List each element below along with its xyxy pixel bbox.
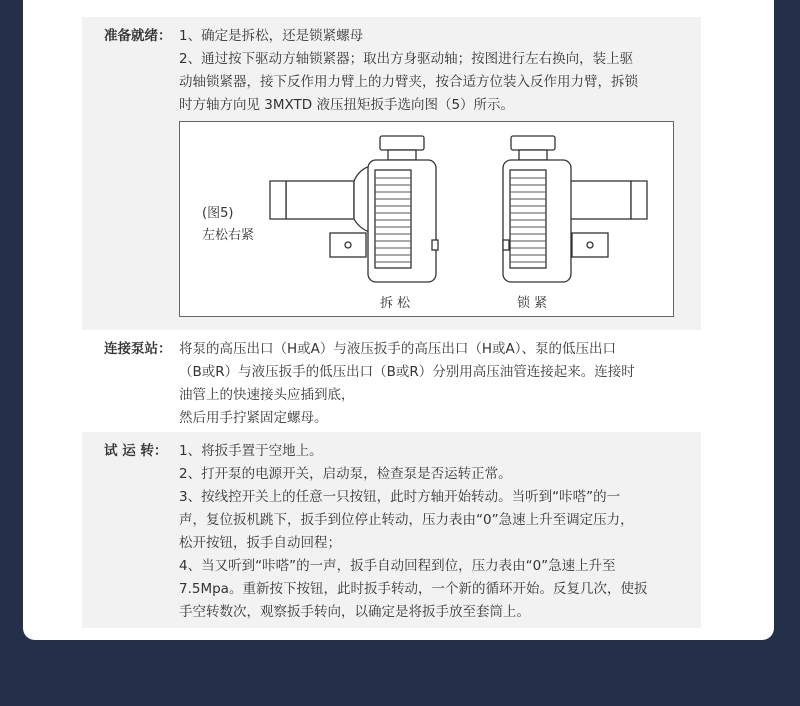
prep-line: 2、通过按下驱动方轴锁紧器；取出方身驱动轴；按图进行左右换向，装上驱 — [179, 51, 634, 67]
trial-line: 松开按钮，扳手自动回程； — [179, 535, 341, 551]
trial-line: 声，复位扳机跳下，扳手到位停止转动，压力表由“0”急速上升至调定压力， — [179, 512, 634, 528]
figure-caption-number: (图5) — [202, 206, 234, 221]
pump-line: 将泵的高压出口（H或A）与液压扳手的高压出口（H或A）、泵的低压出口 — [179, 341, 617, 357]
prep-line: 1、确定是拆松，还是锁紧螺母 — [179, 28, 364, 44]
wrench-direction-figure — [179, 121, 674, 317]
trial-line: 4、当又听到“咔嗒”的一声，扳手自动回程到位，压力表由“0”急速上升至 — [179, 558, 616, 574]
prep-section — [82, 17, 701, 330]
pump-label: 连接泵站： — [104, 341, 172, 357]
trial-line: 3、按线控开关上的任意一只按钮，此时方轴开始转动。当听到“咔嗒”的一 — [179, 489, 621, 505]
prep-content — [179, 25, 687, 117]
pump-line: 然后用手拧紧固定螺母。 — [179, 410, 328, 426]
trial-label: 试 运 转： — [104, 443, 168, 459]
prep-line: 时方轴方向见 3MXTD 液压扭矩扳手选向图（5）所示。 — [179, 97, 515, 113]
trial-line: 手空转数次，观察扳手转向，以确定是将扳手放至套筒上。 — [179, 604, 530, 620]
right-wrench-illustration — [503, 136, 647, 282]
trial-line: 1、将扳手置于空地上。 — [179, 443, 323, 459]
wrench-illustration — [180, 122, 673, 316]
pump-content — [179, 338, 687, 430]
trial-section — [82, 432, 701, 628]
right-wrench-label: 锁 紧 — [517, 296, 548, 311]
left-wrench-illustration — [270, 136, 438, 282]
pump-line: 油管上的快速接头应插到底， — [179, 387, 355, 403]
prep-line: 动轴锁紧器，接下反作用力臂上的力臂夹，按合适方位装入反作用力臂，拆锁 — [179, 74, 638, 90]
prep-label: 准备就绪： — [104, 28, 172, 44]
trial-line: 2、打开泵的电源开关，启动泵，检查泵是否运转正常。 — [179, 466, 512, 482]
pump-line: （B或R）与液压扳手的低压出口（B或R）分别用高压油管连接起来。连接时 — [179, 364, 635, 380]
trial-content — [179, 440, 687, 624]
left-wrench-label: 拆 松 — [380, 296, 411, 311]
pump-section — [82, 330, 701, 432]
trial-line: 7.5Mpa。重新按下按钮，此时扳手转动，一个新的循环开始。反复几次，使扳 — [179, 581, 648, 597]
figure-caption-text: 左松右紧 — [202, 228, 255, 243]
